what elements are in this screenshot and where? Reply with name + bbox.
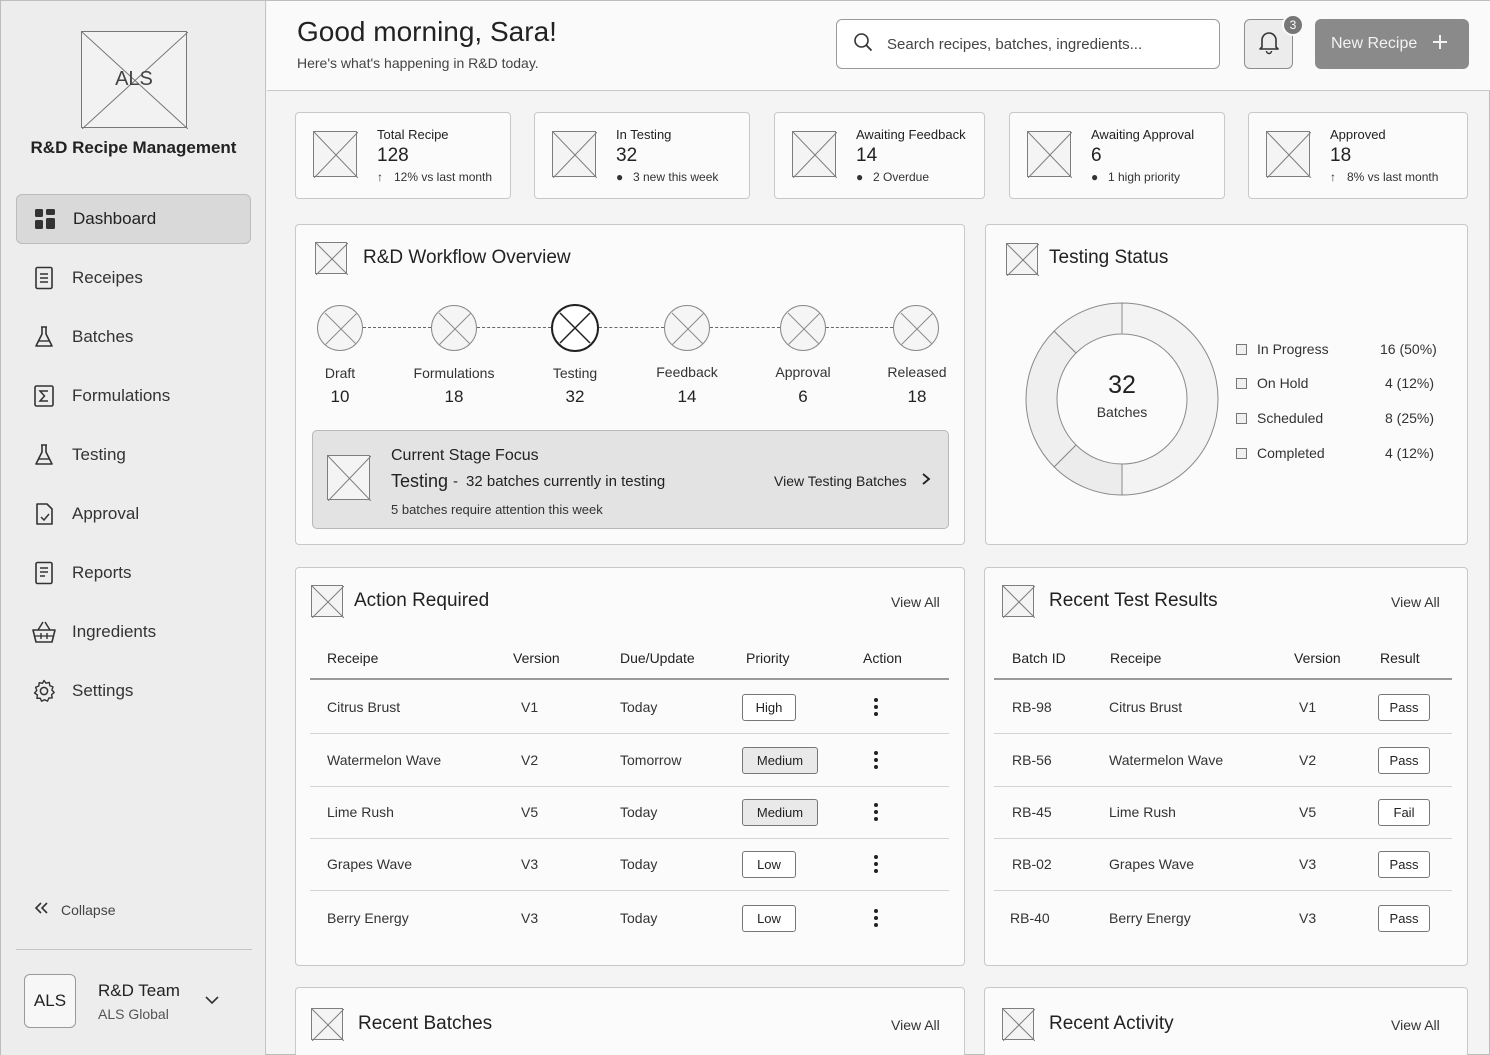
column-header: Receipe <box>327 650 379 666</box>
row-recipe: Lime Rush <box>327 804 394 820</box>
focus-note: 5 batches require attention this week <box>391 502 603 517</box>
row-divider <box>994 786 1452 787</box>
stat-label: Awaiting Feedback <box>856 127 966 142</box>
legend-value: 16 (50%) <box>1380 341 1437 357</box>
legend-item-in-progress <box>1236 341 1329 357</box>
row-divider <box>994 890 1452 891</box>
recent-activity-title: Recent Activity <box>1049 1013 1174 1034</box>
greeting-subtitle: Here's what's happening in R&D today. <box>297 55 539 71</box>
row-recipe: Citrus Brust <box>327 699 401 715</box>
arrow-up-icon: ↑ <box>1330 170 1336 184</box>
legend-label: On Hold <box>1257 375 1309 391</box>
sidebar-item-label: Batches <box>72 327 134 346</box>
priority-badge[interactable]: Low <box>742 851 796 878</box>
logo-text: ALS <box>115 68 153 90</box>
stat-trend <box>856 170 929 184</box>
donut-center-value: 32 <box>1108 371 1136 399</box>
stat-trend <box>1330 170 1438 184</box>
row-version: V3 <box>521 910 539 926</box>
stat-trend <box>1091 170 1180 184</box>
stat-trend-text: 1 high priority <box>1108 170 1181 184</box>
recent-test-results-title: Recent Test Results <box>1049 590 1218 611</box>
image-placeholder-icon <box>327 455 370 500</box>
legend-label: Completed <box>1257 445 1325 461</box>
priority-badge[interactable]: High <box>742 694 796 721</box>
row-batch-id: RB-02 <box>1012 856 1052 872</box>
row-divider <box>310 786 949 787</box>
focus-heading: Current Stage Focus <box>391 447 539 464</box>
row-recipe: Citrus Brust <box>1109 699 1183 715</box>
sidebar-item-batches[interactable] <box>16 312 251 362</box>
row-due: Today <box>620 910 658 926</box>
legend-value: 8 (25%) <box>1385 410 1435 426</box>
view-testing-batches-label: View Testing Batches <box>774 472 907 489</box>
stat-trend <box>377 170 492 184</box>
row-version: V3 <box>1299 856 1317 872</box>
image-placeholder-icon <box>1027 131 1071 177</box>
row-batch-id: RB-45 <box>1012 804 1052 820</box>
search-input[interactable] <box>887 36 1207 53</box>
plus-icon <box>1431 32 1449 56</box>
sidebar-item-label: Settings <box>72 681 134 700</box>
legend-swatch <box>1236 413 1247 424</box>
image-placeholder-icon <box>1002 1008 1034 1040</box>
workflow-connector <box>710 327 780 328</box>
image-placeholder-icon <box>315 242 347 274</box>
sidebar-item-label: Approval <box>72 504 140 523</box>
more-options-icon[interactable] <box>871 907 881 929</box>
stage-label: Formulations <box>413 365 495 381</box>
row-divider <box>994 838 1452 839</box>
legend-item-scheduled <box>1236 410 1323 426</box>
result-badge[interactable]: Fail <box>1378 799 1430 826</box>
row-due: Today <box>620 856 658 872</box>
row-version: V1 <box>521 699 539 715</box>
column-header: Version <box>1294 650 1341 666</box>
priority-badge[interactable]: Medium <box>742 747 818 774</box>
top-header <box>267 1 1490 91</box>
row-recipe: Watermelon Wave <box>1109 752 1224 768</box>
row-recipe: Watermelon Wave <box>327 752 442 768</box>
search-box[interactable] <box>836 19 1220 69</box>
workflow-stage-draft[interactable] <box>317 305 363 351</box>
more-options-icon[interactable] <box>871 853 881 875</box>
row-due: Today <box>620 804 658 820</box>
new-recipe-button[interactable] <box>1315 19 1469 69</box>
workflow-connector <box>599 327 664 328</box>
stage-count: 32 <box>565 387 585 406</box>
priority-badge[interactable]: Medium <box>742 799 818 826</box>
row-recipe: Grapes Wave <box>327 856 413 872</box>
team-info <box>98 981 180 1022</box>
image-placeholder-icon <box>1266 131 1310 177</box>
image-placeholder-icon <box>552 131 596 177</box>
image-placeholder-icon <box>311 585 343 617</box>
more-options-icon[interactable] <box>871 696 881 718</box>
row-recipe: Berry Energy <box>1109 910 1191 926</box>
workflow-stage-approval[interactable] <box>780 305 826 351</box>
image-placeholder-icon <box>792 131 836 177</box>
donut-center-label: Batches <box>1096 404 1148 420</box>
collapse-label: Collapse <box>61 901 116 918</box>
column-header: Due/Update <box>620 650 695 666</box>
stage-label: Released <box>887 364 947 380</box>
legend-item-completed <box>1236 445 1325 461</box>
gear-icon <box>32 679 56 703</box>
chevron-right-icon <box>921 472 931 489</box>
stat-trend-text: 3 new this week <box>633 170 719 184</box>
stat-trend-text: 12% vs last month <box>394 170 493 184</box>
row-batch-id: RB-98 <box>1012 699 1052 715</box>
column-header: Result <box>1380 650 1420 666</box>
workflow-connector <box>363 327 431 328</box>
column-header: Priority <box>746 650 790 666</box>
document-icon <box>32 266 56 290</box>
sidebar-item-receipes[interactable] <box>16 253 251 303</box>
new-recipe-label: New Recipe <box>1331 35 1418 52</box>
legend-value: 4 (12%) <box>1385 445 1435 461</box>
row-version: V5 <box>521 804 539 820</box>
result-badge[interactable]: Pass <box>1378 905 1430 932</box>
view-testing-batches-link[interactable] <box>774 472 931 489</box>
stat-value: 6 <box>1091 145 1102 166</box>
sidebar-divider <box>16 949 252 950</box>
sidebar-item-testing[interactable] <box>16 430 251 480</box>
workflow-title: R&D Workflow Overview <box>363 247 571 268</box>
sidebar-item-label: Receipes <box>72 268 143 287</box>
row-version: V3 <box>521 856 539 872</box>
image-placeholder-icon <box>1002 585 1034 617</box>
row-due: Today <box>620 699 658 715</box>
row-recipe: Berry Energy <box>327 910 409 926</box>
app-name: R&D Recipe Management <box>30 138 237 157</box>
stat-card-total-recipe[interactable] <box>295 112 511 199</box>
notification-badge: 3 <box>1282 14 1304 36</box>
report-icon <box>32 561 56 585</box>
stage-count: 18 <box>907 387 927 406</box>
workflow-stage-formulations[interactable] <box>431 305 477 351</box>
row-divider <box>310 838 949 839</box>
stat-trend <box>616 170 718 184</box>
flask-icon <box>32 325 56 349</box>
column-header: Batch ID <box>1012 650 1066 666</box>
workflow-stage-released[interactable] <box>893 305 939 351</box>
team-org: ALS Global <box>98 1005 169 1022</box>
sidebar-item-formulations[interactable] <box>16 371 251 421</box>
more-options-icon[interactable] <box>871 801 881 823</box>
column-header: Action <box>863 650 902 666</box>
recent-batches-title: Recent Batches <box>358 1013 493 1034</box>
result-badge[interactable]: Pass <box>1378 851 1430 878</box>
stage-label: Testing <box>552 365 598 381</box>
stat-value: 18 <box>1330 145 1352 166</box>
column-header: Receipe <box>1110 650 1162 666</box>
sidebar-item-label: Dashboard <box>73 209 157 228</box>
recent-batches-view-all[interactable]: View All <box>891 1017 940 1033</box>
sidebar-item-label: Reports <box>72 563 132 582</box>
legend-swatch <box>1236 344 1247 355</box>
double-chevron-left-icon <box>33 899 49 920</box>
row-version: V1 <box>1299 699 1317 715</box>
logo-placeholder <box>81 31 187 128</box>
team-name: R&D Team <box>98 980 180 1000</box>
row-version: V3 <box>1299 910 1317 926</box>
row-divider <box>994 733 1452 734</box>
team-switcher[interactable] <box>24 974 234 1028</box>
arrow-up-icon: ↑ <box>377 170 383 184</box>
notifications-button[interactable] <box>1244 18 1297 69</box>
focus-separator: - <box>453 473 458 490</box>
stage-label: Feedback <box>656 364 718 380</box>
recent-activity-view-all[interactable]: View All <box>1391 1017 1440 1033</box>
row-divider <box>310 733 949 734</box>
sidebar-item-label: Ingredients <box>72 622 157 641</box>
legend-label: Scheduled <box>1257 410 1324 426</box>
stat-card-in-testing[interactable] <box>534 112 750 199</box>
bullet-icon: ● <box>616 170 624 184</box>
stat-trend-text: 2 Overdue <box>873 170 930 184</box>
image-placeholder-icon <box>1006 243 1038 275</box>
stat-card-approved[interactable] <box>1248 112 1468 199</box>
legend-swatch <box>1236 378 1247 389</box>
basket-icon <box>32 620 56 644</box>
stat-label: Awaiting Approval <box>1091 127 1195 142</box>
legend-item-on-hold <box>1236 375 1308 391</box>
flask-icon <box>32 443 56 467</box>
row-recipe: Grapes Wave <box>1109 856 1195 872</box>
more-options-icon[interactable] <box>871 749 881 771</box>
sidebar-item-approval[interactable] <box>16 489 251 539</box>
stage-label: Approval <box>775 364 831 380</box>
chevron-down-icon <box>204 992 220 1010</box>
donut-segment-scheduled[interactable] <box>1026 331 1076 467</box>
result-badge[interactable]: Pass <box>1378 747 1430 774</box>
stat-card-awaiting-approval[interactable] <box>1009 112 1225 199</box>
stage-count: 18 <box>444 387 464 406</box>
legend-label: In Progress <box>1257 341 1329 357</box>
sidebar-item-ingredients[interactable] <box>16 607 251 657</box>
row-version: V5 <box>1299 804 1317 820</box>
stat-label: Approved <box>1330 127 1386 142</box>
row-divider <box>310 890 949 891</box>
row-batch-id: RB-40 <box>1010 910 1050 926</box>
stage-label: Draft <box>324 365 356 381</box>
bullet-icon: ● <box>856 170 864 184</box>
workflow-connector <box>826 327 893 328</box>
image-placeholder-icon <box>311 1008 343 1040</box>
action-required-title: Action Required <box>354 590 490 611</box>
stat-value: 32 <box>616 145 638 166</box>
result-badge[interactable]: Pass <box>1378 694 1430 721</box>
row-version: V2 <box>1299 752 1317 768</box>
sidebar-item-label: Formulations <box>72 386 171 405</box>
greeting-title: Good morning, Sara! <box>297 16 557 47</box>
row-recipe: Lime Rush <box>1109 804 1176 820</box>
priority-badge[interactable]: Low <box>742 905 796 932</box>
workflow-stage-testing[interactable] <box>551 304 599 352</box>
team-avatar: ALS <box>24 974 76 1028</box>
dashboard-icon <box>33 207 57 231</box>
action-required-view-all[interactable]: View All <box>891 594 940 610</box>
row-batch-id: RB-56 <box>1012 752 1052 768</box>
stat-label: In Testing <box>616 127 672 142</box>
stage-count: 14 <box>677 387 697 406</box>
collapse-button[interactable] <box>33 899 115 920</box>
stat-value: 128 <box>377 145 409 166</box>
table-header-divider <box>310 678 949 680</box>
sigma-icon <box>32 384 56 408</box>
stage-count: 10 <box>330 387 350 406</box>
table-header-divider <box>994 678 1452 680</box>
row-version: V2 <box>521 752 539 768</box>
sidebar-item-dashboard[interactable] <box>16 194 251 244</box>
sidebar-nav <box>16 194 251 725</box>
legend-value: 4 (12%) <box>1385 375 1435 391</box>
recent-test-results-view-all[interactable]: View All <box>1391 594 1440 610</box>
focus-detail: 32 batches currently in testing <box>466 473 666 490</box>
sidebar-item-settings[interactable] <box>16 666 251 716</box>
search-icon <box>853 32 873 57</box>
stat-label: Total Recipe <box>377 127 449 142</box>
column-header: Version <box>513 650 560 666</box>
focus-stage: Testing <box>391 471 449 491</box>
sidebar <box>1 1 266 1055</box>
bell-icon <box>1257 29 1281 60</box>
bullet-icon: ● <box>1091 170 1099 184</box>
approval-doc-icon <box>32 502 56 526</box>
stage-count: 6 <box>798 387 808 406</box>
stat-card-awaiting-feedback[interactable] <box>774 112 985 199</box>
legend-swatch <box>1236 448 1247 459</box>
row-due: Tomorrow <box>620 752 682 768</box>
stat-value: 14 <box>856 145 878 166</box>
workflow-stage-feedback[interactable] <box>664 305 710 351</box>
sidebar-item-label: Testing <box>72 445 126 464</box>
stat-trend-text: 8% vs last month <box>1347 170 1439 184</box>
sidebar-item-reports[interactable] <box>16 548 251 598</box>
workflow-connector <box>477 327 551 328</box>
testing-status-title: Testing Status <box>1049 247 1169 268</box>
image-placeholder-icon <box>313 131 357 177</box>
